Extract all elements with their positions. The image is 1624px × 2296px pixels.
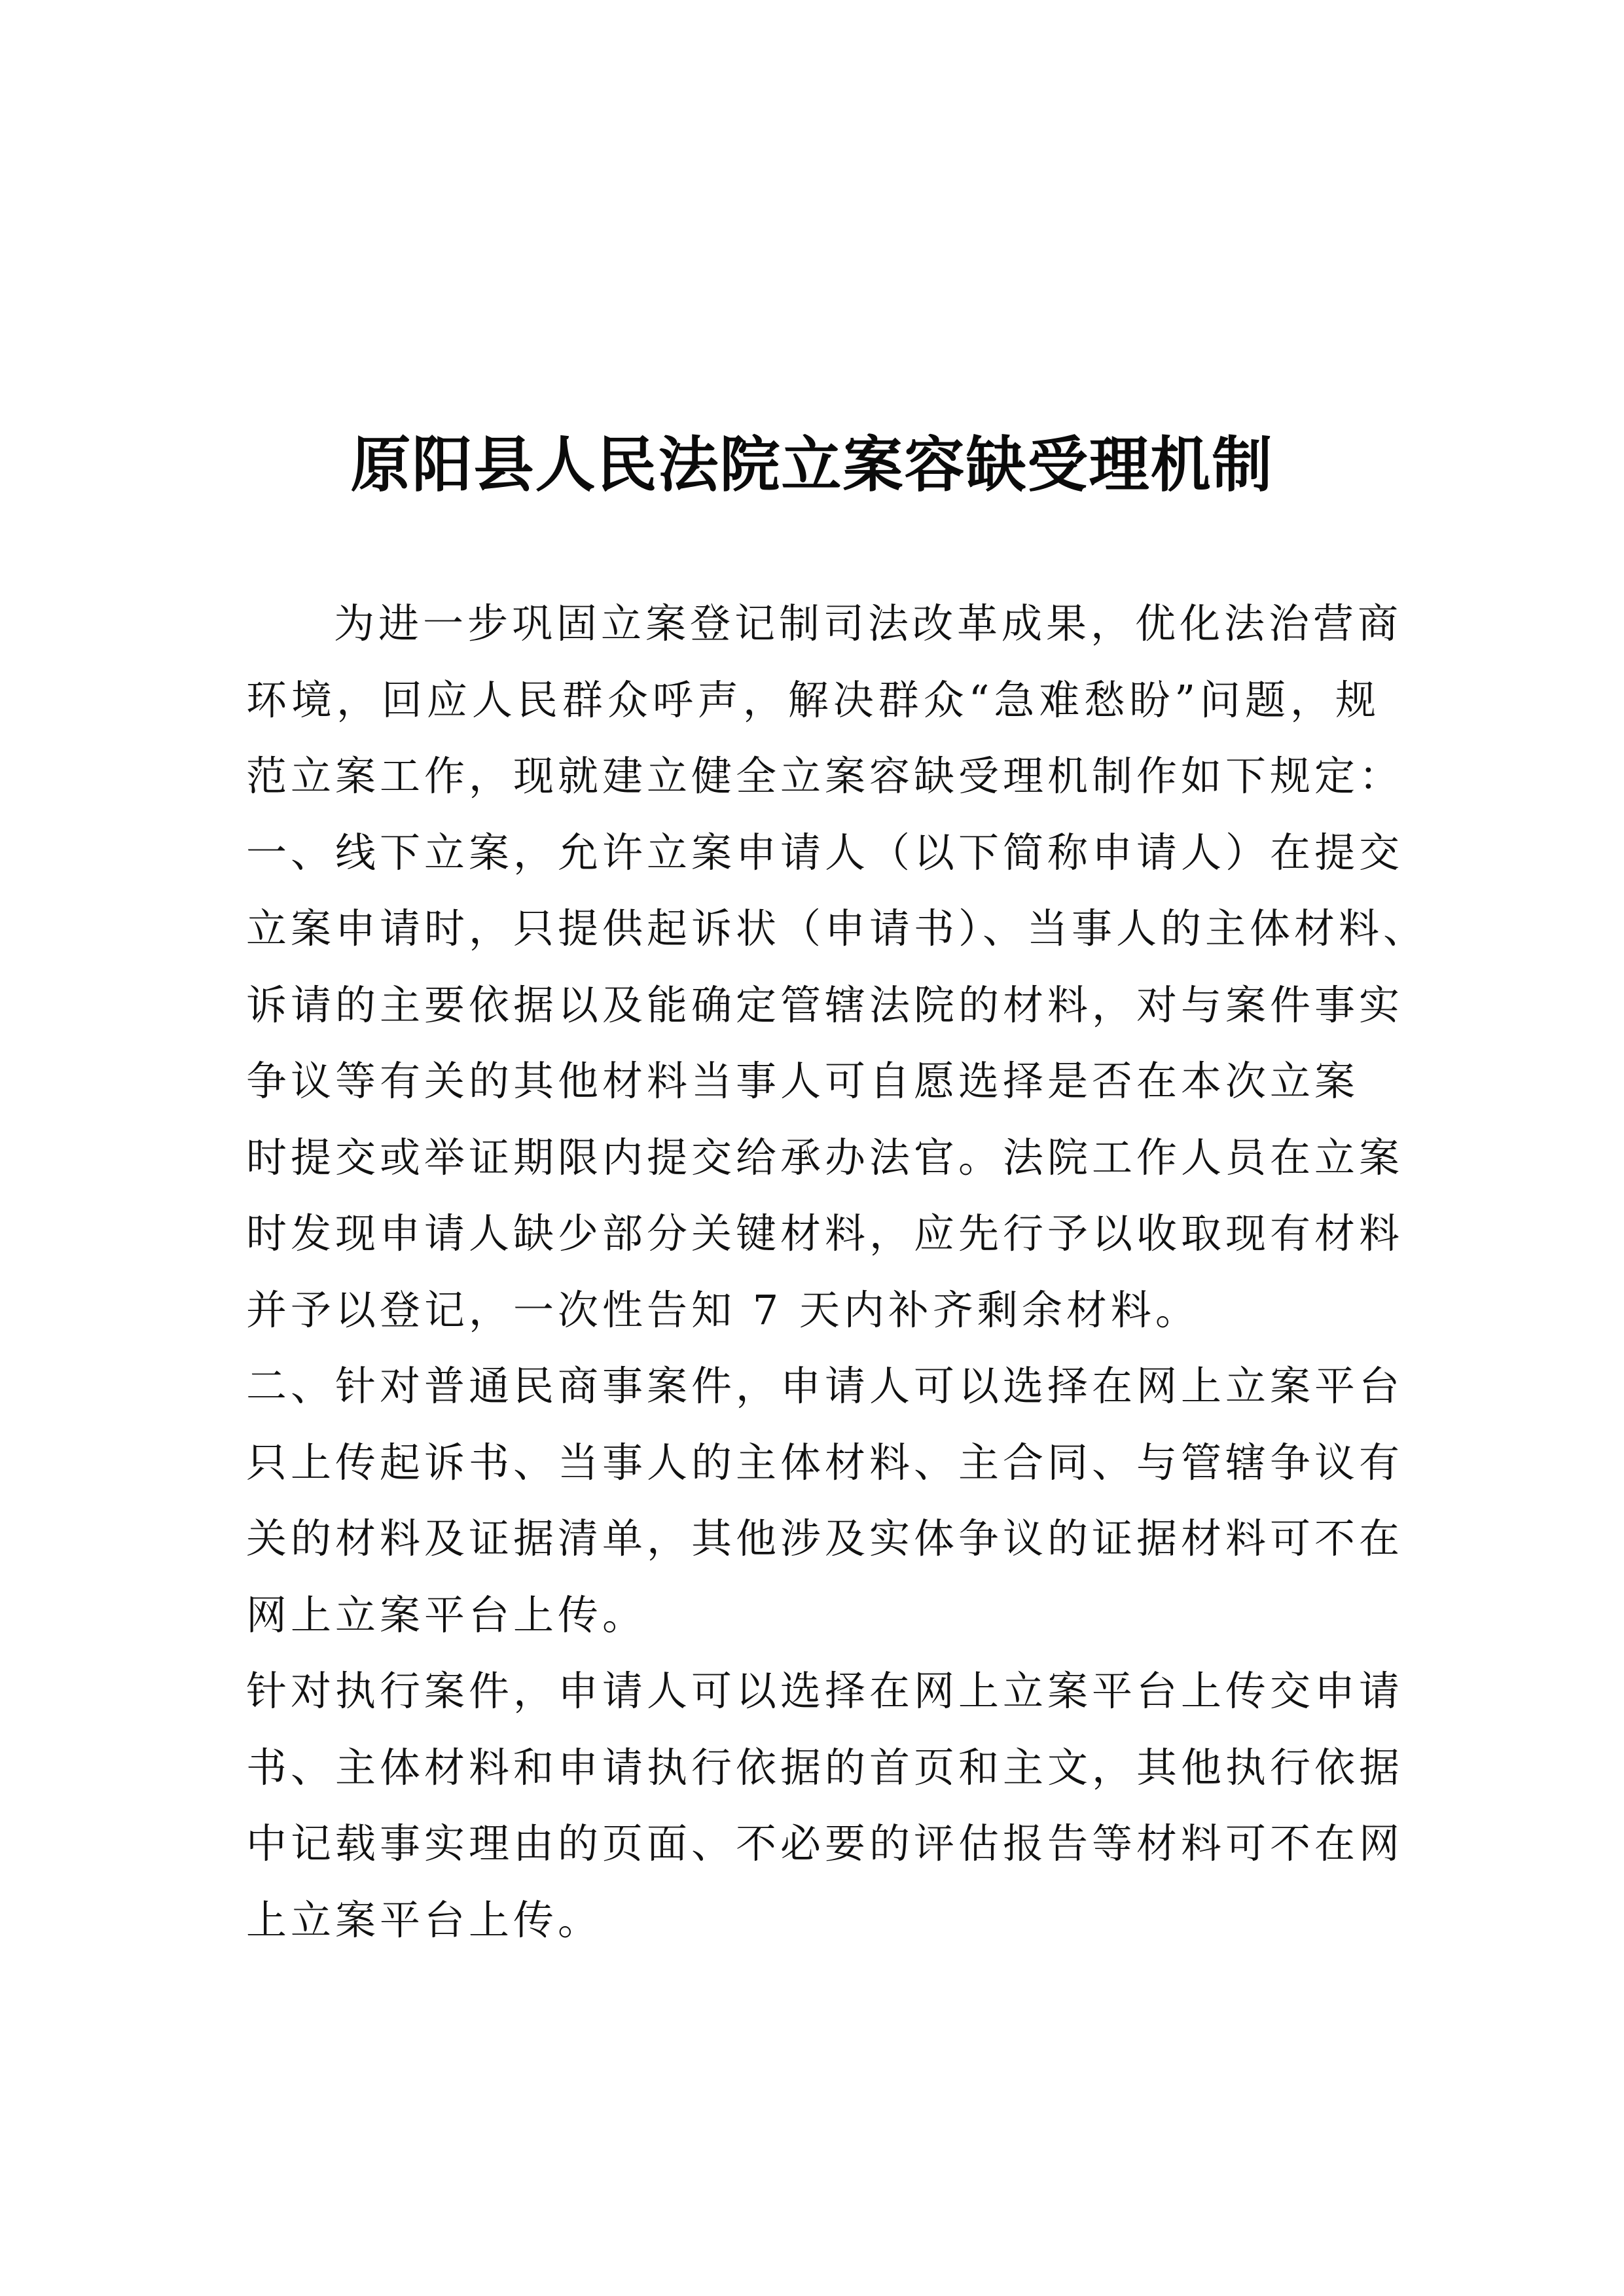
paragraph-line: 针对执行案件，申请人可以选择在网上立案平台上传交申请 bbox=[246, 1667, 1404, 1715]
paragraph-line: 范立案工作，现就建立健全立案容缺受理机制作如下规定： bbox=[246, 752, 1404, 800]
paragraph-line: 网上立案平台上传。 bbox=[246, 1590, 647, 1639]
paragraph-line: 环境，回应人民群众呼声，解决群众“急难愁盼”问题，规 bbox=[246, 675, 1380, 724]
paragraph-line: 争议等有关的其他材料当事人可自愿选择是否在本次立案 bbox=[246, 1057, 1360, 1105]
paragraph-line: 时发现申请人缺少部分关键材料，应先行予以收取现有材料 bbox=[246, 1210, 1404, 1257]
paragraph-line: 为进一步巩固立案登记制司法改革成果，优化法治营商 bbox=[334, 600, 1403, 647]
paragraph-line: 时提交或举证期限内提交给承办法官。法院工作人员在立案 bbox=[246, 1133, 1404, 1181]
paragraph-line: 二、针对普通民商事案件，申请人可以选择在网上立案平台 bbox=[246, 1362, 1404, 1410]
paragraph-line: 立案申请时，只提供起诉状（申请书）、当事人的主体材料、 bbox=[246, 905, 1428, 952]
document-body bbox=[246, 586, 1428, 1958]
paragraph-line: 中记载事实理由的页面、不必要的评估报告等材料可不在网 bbox=[246, 1820, 1404, 1867]
paragraph-line: 只上传起诉书、当事人的主体材料、主合同、与管辖争议有 bbox=[246, 1438, 1404, 1486]
paragraph-line: 上立案平台上传。 bbox=[246, 1895, 603, 1944]
paragraph-line: 书、主体材料和申请执行依据的首页和主文，其他执行依据 bbox=[246, 1743, 1404, 1791]
paragraph-line: 诉请的主要依据以及能确定管辖法院的材料，对与案件事实 bbox=[246, 980, 1404, 1029]
paragraph-line: 关的材料及证据清单，其他涉及实体争议的证据材料可不在 bbox=[246, 1515, 1404, 1562]
paragraph-line: 并予以登记，一次性告知 7 天内补齐剩余材料。 bbox=[246, 1285, 1200, 1334]
document-title: 原阳县人民法院立案容缺受理机制 bbox=[350, 429, 1274, 500]
paragraph-line: 一、线下立案，允许立案申请人（以下简称申请人）在提交 bbox=[246, 828, 1404, 876]
